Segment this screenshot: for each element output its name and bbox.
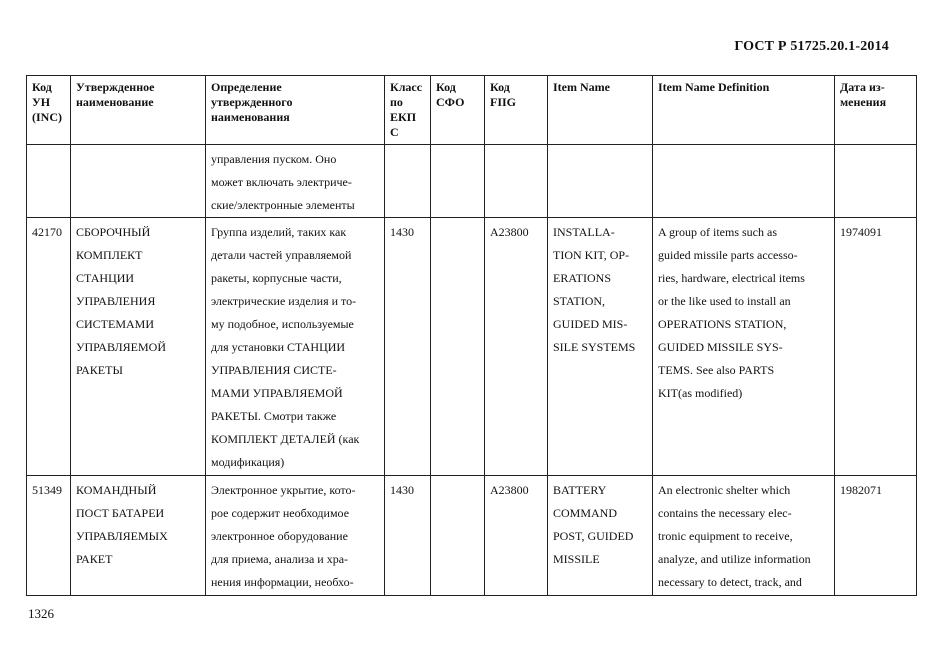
cell-sfo bbox=[431, 145, 485, 218]
cell-fiig bbox=[485, 145, 548, 218]
cell-change-date: 1982071 bbox=[835, 476, 917, 596]
cell-class: 1430 bbox=[385, 476, 431, 596]
cell-class bbox=[385, 145, 431, 218]
cell-item-name: INSTALLA- TION KIT, OP- ERATIONS STATION, GUIDED MIS- SILE SYSTEMS bbox=[548, 218, 653, 476]
table-row bbox=[27, 218, 917, 476]
cell-definition: Группа изделий, таких как детали частей управляемой ракеты, корпусные части, электрические изделия и то- му подобное, используемые для установки СТАНЦИИ УПРАВЛЕНИЯ СИСТЕ- МАМИ УПРАВЛЯЕМОЙ РАКЕТЫ. Смотри также КОМПЛЕКТ ДЕТАЛЕЙ (как модификация) bbox=[206, 218, 385, 476]
cell-inc: 42170 bbox=[27, 218, 71, 476]
cell-definition: управления пуском. Оно может включать электриче- ские/электронные элементы bbox=[206, 145, 385, 218]
cell-class: 1430 bbox=[385, 218, 431, 476]
cell-item-name bbox=[548, 145, 653, 218]
header-sfo: Код СФО bbox=[431, 76, 485, 145]
header-inc: Код УН (INC) bbox=[27, 76, 71, 145]
cell-sfo bbox=[431, 218, 485, 476]
cell-item-definition bbox=[653, 145, 835, 218]
nomenclature-table bbox=[26, 75, 917, 596]
cell-item-definition: An electronic shelter which contains the necessary elec- tronic equipment to receive, analyze, and utilize information necessary to detect, track, and bbox=[653, 476, 835, 596]
cell-definition: Электронное укрытие, кото- рое содержит необходимое электронное оборудование для приема, анализа и хра- нения информации, необхо- bbox=[206, 476, 385, 596]
header-change-date: Дата из- менения bbox=[835, 76, 917, 145]
cell-approved-name: КОМАНДНЫЙ ПОСТ БАТАРЕИ УПРАВЛЯЕМЫХ РАКЕТ bbox=[71, 476, 206, 596]
cell-inc: 51349 bbox=[27, 476, 71, 596]
cell-item-name: BATTERY COMMAND POST, GUIDED MISSILE bbox=[548, 476, 653, 596]
page-number: 1326 bbox=[28, 606, 54, 621]
table-row bbox=[27, 476, 917, 596]
header-fiig: Код FIIG bbox=[485, 76, 548, 145]
header-definition: Определение утвержденного наименования bbox=[206, 76, 385, 145]
cell-fiig: A23800 bbox=[485, 218, 548, 476]
table-header-row bbox=[27, 76, 917, 145]
cell-approved-name bbox=[71, 145, 206, 218]
document-standard-number: ГОСТ Р 51725.20.1-2014 bbox=[734, 39, 889, 54]
cell-fiig: A23800 bbox=[485, 476, 548, 596]
cell-item-definition: A group of items such as guided missile parts accesso- ries, hardware, electrical items or the like used to install an OPERATIONS STATION, GUIDED MISSILE SYS- TEMS. See also PARTS KIT(as modified) bbox=[653, 218, 835, 476]
header-item-name: Item Name bbox=[548, 76, 653, 145]
table-row bbox=[27, 145, 917, 218]
cell-change-date: 1974091 bbox=[835, 218, 917, 476]
header-class: Класс по ЕКП С bbox=[385, 76, 431, 145]
cell-change-date bbox=[835, 145, 917, 218]
cell-approved-name: СБОРОЧНЫЙ КОМПЛЕКТ СТАНЦИИ УПРАВЛЕНИЯ СИСТЕМАМИ УПРАВЛЯЕМОЙ РАКЕТЫ bbox=[71, 218, 206, 476]
header-item-name-definition: Item Name Definition bbox=[653, 76, 835, 145]
cell-sfo bbox=[431, 476, 485, 596]
cell-inc bbox=[27, 145, 71, 218]
header-approved-name: Утвержденное наименование bbox=[71, 76, 206, 145]
